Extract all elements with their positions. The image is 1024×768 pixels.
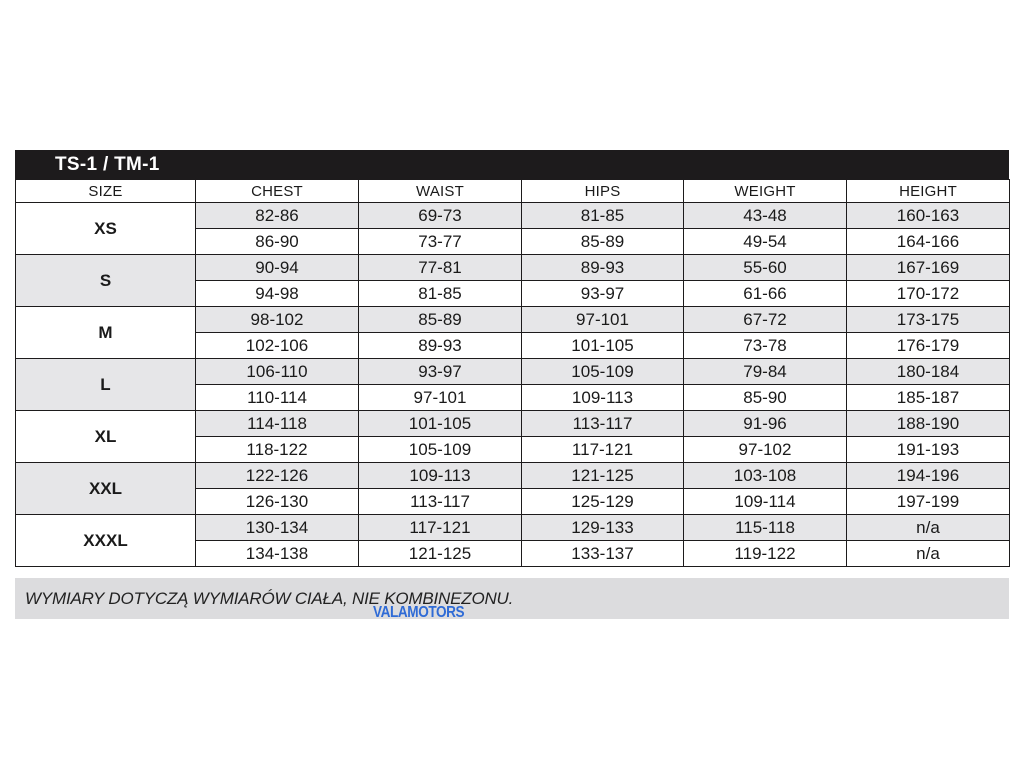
value-cell: 85-90 [684,385,847,411]
table-body [16,203,1010,567]
value-cell: 109-114 [684,489,847,515]
table-row [16,515,1010,541]
value-cell: 188-190 [847,411,1010,437]
value-cell: 90-94 [196,255,359,281]
header-hips: HIPS [522,180,684,203]
value-cell: 97-101 [522,307,684,333]
value-cell: 69-73 [359,203,522,229]
value-cell: 79-84 [684,359,847,385]
value-cell: 94-98 [196,281,359,307]
value-cell: 106-110 [196,359,359,385]
value-cell: 110-114 [196,385,359,411]
value-cell: 164-166 [847,229,1010,255]
value-cell: 113-117 [359,489,522,515]
value-cell: 81-85 [522,203,684,229]
header-waist: WAIST [359,180,522,203]
value-cell: 194-196 [847,463,1010,489]
value-cell: 73-78 [684,333,847,359]
value-cell: 49-54 [684,229,847,255]
table-row [16,359,1010,385]
value-cell: 119-122 [684,541,847,567]
value-cell: 61-66 [684,281,847,307]
value-cell: 180-184 [847,359,1010,385]
size-cell: M [16,307,196,359]
table-row [16,307,1010,333]
table-row [16,255,1010,281]
value-cell: 118-122 [196,437,359,463]
value-cell: 121-125 [522,463,684,489]
header-size: SIZE [16,180,196,203]
value-cell: 125-129 [522,489,684,515]
value-cell: 89-93 [359,333,522,359]
value-cell: 176-179 [847,333,1010,359]
footer-note-bar [15,578,1009,619]
value-cell: 102-106 [196,333,359,359]
value-cell: 109-113 [359,463,522,489]
value-cell: 197-199 [847,489,1010,515]
value-cell: 105-109 [359,437,522,463]
value-cell: 170-172 [847,281,1010,307]
header-row [16,180,1010,203]
header-chest: CHEST [196,180,359,203]
value-cell: 122-126 [196,463,359,489]
value-cell: 167-169 [847,255,1010,281]
table-row [16,463,1010,489]
value-cell: 82-86 [196,203,359,229]
value-cell: 67-72 [684,307,847,333]
value-cell: 101-105 [522,333,684,359]
value-cell: 114-118 [196,411,359,437]
value-cell: 81-85 [359,281,522,307]
size-cell: XXXL [16,515,196,567]
footer-note: WYMIARY DOTYCZĄ WYMIARÓW CIAŁA, NIE KOMBINEZONU. [25,589,514,608]
table-row [16,411,1010,437]
value-cell: 113-117 [522,411,684,437]
size-chart [15,150,1009,567]
value-cell: 109-113 [522,385,684,411]
header-weight: WEIGHT [684,180,847,203]
value-cell: 191-193 [847,437,1010,463]
value-cell: 85-89 [359,307,522,333]
size-cell: XXL [16,463,196,515]
value-cell: 93-97 [359,359,522,385]
value-cell: 133-137 [522,541,684,567]
header-height: HEIGHT [847,180,1010,203]
value-cell: 185-187 [847,385,1010,411]
table-row [16,203,1010,229]
value-cell: 126-130 [196,489,359,515]
title-bar [15,150,1009,179]
value-cell: 130-134 [196,515,359,541]
value-cell: 91-96 [684,411,847,437]
value-cell: 101-105 [359,411,522,437]
value-cell: 117-121 [522,437,684,463]
size-cell: S [16,255,196,307]
watermark-text: VALAMOTORS [373,604,465,621]
value-cell: 89-93 [522,255,684,281]
value-cell: 43-48 [684,203,847,229]
value-cell: n/a [847,541,1010,567]
value-cell: n/a [847,515,1010,541]
value-cell: 173-175 [847,307,1010,333]
value-cell: 134-138 [196,541,359,567]
value-cell: 77-81 [359,255,522,281]
value-cell: 129-133 [522,515,684,541]
value-cell: 55-60 [684,255,847,281]
size-cell: XL [16,411,196,463]
value-cell: 85-89 [522,229,684,255]
value-cell: 97-102 [684,437,847,463]
value-cell: 103-108 [684,463,847,489]
value-cell: 117-121 [359,515,522,541]
value-cell: 121-125 [359,541,522,567]
value-cell: 160-163 [847,203,1010,229]
size-cell: XS [16,203,196,255]
size-cell: L [16,359,196,411]
value-cell: 98-102 [196,307,359,333]
value-cell: 97-101 [359,385,522,411]
chart-title: TS-1 / TM-1 [55,153,160,175]
value-cell: 73-77 [359,229,522,255]
size-table [15,179,1010,567]
value-cell: 93-97 [522,281,684,307]
value-cell: 115-118 [684,515,847,541]
value-cell: 86-90 [196,229,359,255]
value-cell: 105-109 [522,359,684,385]
